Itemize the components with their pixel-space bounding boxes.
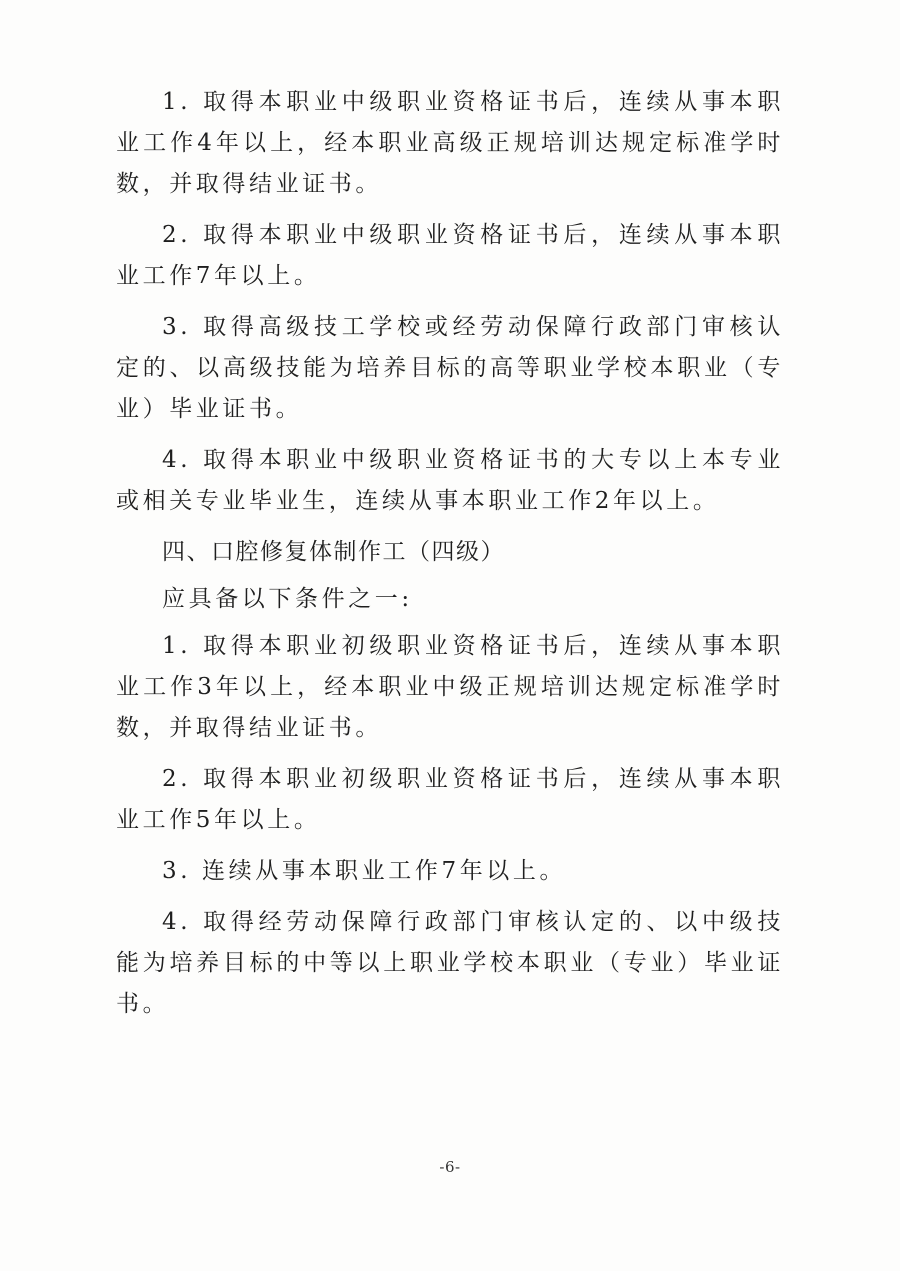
paragraph-item-8: 4. 取得经劳动保障行政部门审核认定的、以中级技能为培养目标的中等以上职业学校本职业（专业）毕业证书。: [116, 909, 784, 1017]
section-intro: 应具备以下条件之一:: [162, 586, 413, 612]
document-body: [116, 82, 784, 1035]
paragraph-item-4: 4. 取得本职业中级职业资格证书的大专以上本专业或相关专业毕业生，连续从事本职业工作2年以上。: [116, 447, 784, 514]
page-number: -6-: [439, 1158, 461, 1176]
paragraph-item-1: 1. 取得本职业中级职业资格证书后，连续从事本职业工作4年以上，经本职业高级正规培训达规定标准学时数，并取得结业证书。: [116, 89, 784, 197]
paragraph-item-6: 2. 取得本职业初级职业资格证书后，连续从事本职业工作5年以上。: [116, 766, 784, 833]
paragraph-item-5: 1. 取得本职业初级职业资格证书后，连续从事本职业工作3年以上，经本职业中级正规培训达规定标准学时数，并取得结业证书。: [116, 633, 784, 741]
paragraph-item-7: 3. 连续从事本职业工作7年以上。: [162, 858, 567, 884]
section-heading: 四、口腔修复体制作工（四级）: [162, 539, 505, 565]
paragraph-item-2: 2. 取得本职业中级职业资格证书后，连续从事本职业工作7年以上。: [116, 222, 784, 289]
paragraph-item-3: 3. 取得高级技工学校或经劳动保障行政部门审核认定的、以高级技能为培养目标的高等职业学校本职业（专业）毕业证书。: [116, 314, 784, 422]
